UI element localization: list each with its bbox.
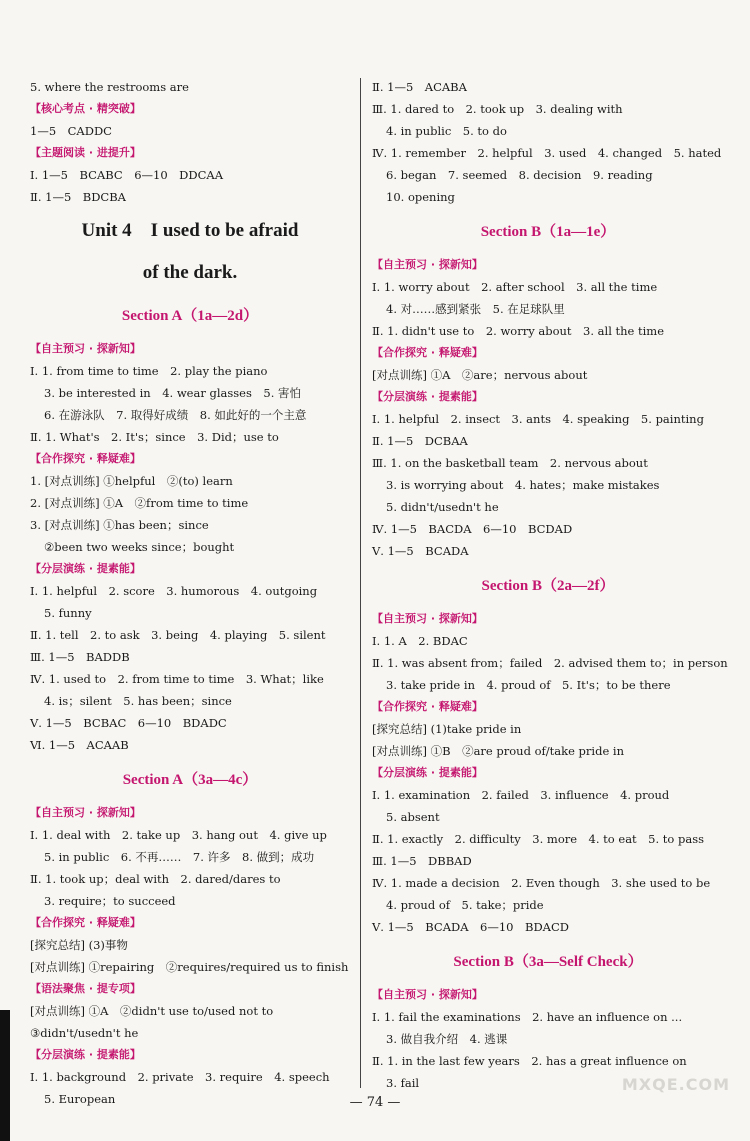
answer-line: 5. didn't/usedn't he: [386, 500, 499, 514]
answer-line: 3. require；to succeed: [44, 894, 176, 908]
section-heading: Section B（1a—1e）: [480, 224, 616, 240]
answer-line: Ⅱ. 1. took up；deal with 2. dared/dares to: [30, 872, 281, 886]
section-label: 【语法聚焦 · 提专项】: [30, 982, 141, 995]
answer-line: 4. 对……感到紧张 5. 在足球队里: [386, 302, 565, 316]
answer-line: 3. be interested in 4. wear glasses 5. 害怕: [44, 386, 302, 400]
answer-line: 5. in public 6. 不再…… 7. 许多 8. 做到；成功: [44, 850, 315, 864]
answer-line: 3. fail: [386, 1076, 420, 1090]
answer-line: Ⅲ. 1—5 BADDB: [30, 650, 130, 664]
unit-title: of the dark.: [142, 262, 238, 283]
section-label: 【合作探究 · 释疑难】: [372, 346, 483, 359]
answer-line: 5. funny: [44, 606, 92, 620]
answer-line: Ⅰ. 1. fail the examinations 2. have an influence on ...: [372, 1010, 683, 1024]
answer-line: ②been two weeks since；bought: [44, 540, 235, 554]
section-label: 【主题阅读 · 进提升】: [30, 146, 141, 159]
section-label: 【自主预习 · 探新知】: [372, 258, 483, 271]
section-label: 【分层演练 · 提素能】: [372, 390, 483, 403]
answer-line: Ⅰ. 1. from time to time 2. play the piano: [30, 364, 268, 378]
section-label: 【分层演练 · 提素能】: [30, 562, 141, 575]
section-label: 【自主预习 · 探新知】: [30, 342, 141, 355]
answer-line: Ⅲ. 1. dared to 2. took up 3. dealing with: [372, 102, 623, 116]
answer-line: Ⅰ. 1. A 2. BDAC: [372, 634, 468, 648]
answer-line: 5. European: [44, 1092, 116, 1106]
section-label: 【分层演练 · 提素能】: [30, 1048, 141, 1061]
answer-line: [对点训练] ①B ②are proud of/take pride in: [372, 744, 625, 758]
answer-line: Ⅴ. 1—5 BCADA: [372, 544, 469, 558]
answer-line: Ⅰ. 1. helpful 2. score 3. humorous 4. outgoing: [30, 584, 318, 598]
page-number: — 74 —: [349, 1095, 401, 1110]
answer-line: 1. [对点训练] ①helpful ②(to) learn: [30, 474, 233, 488]
answer-line: Ⅱ. 1—5 ACABA: [372, 80, 467, 94]
scan-edge: [0, 1010, 10, 1141]
answer-line: 5. absent: [386, 810, 440, 824]
answer-line: [对点训练] ①A ②are；nervous about: [372, 368, 588, 382]
answer-line: [对点训练] ①repairing ②requires/required us to finish: [30, 960, 349, 974]
answer-line: 3. [对点训练] ①has been；since: [30, 518, 209, 532]
answer-line: Ⅰ. 1. examination 2. failed 3. influence 4. proud: [372, 788, 670, 802]
answer-line: 2. [对点训练] ①A ②from time to time: [30, 496, 249, 510]
answer-line: Ⅱ. 1. didn't use to 2. worry about 3. all the time: [372, 324, 665, 338]
column-divider: [360, 78, 361, 1088]
answer-line: [探究总结] (1)take pride in: [372, 722, 522, 736]
answer-line: Ⅳ. 1. remember 2. helpful 3. used 4. changed 5. hated: [372, 146, 722, 160]
section-label: 【合作探究 · 释疑难】: [30, 452, 141, 465]
answer-line: Ⅱ. 1. in the last few years 2. has a great influence on: [372, 1054, 687, 1068]
answer-line: 3. take pride in 4. proud of 5. It's；to be there: [386, 678, 671, 692]
answer-line: [对点训练] ①A ②didn't use to/used not to: [30, 1004, 274, 1018]
answer-line: Ⅰ. 1. background 2. private 3. require 4. speech: [30, 1070, 330, 1084]
left-column: [30, 76, 350, 1110]
section-label: 【分层演练 · 提素能】: [372, 766, 483, 779]
answer-line: [探究总结] (3)事物: [30, 938, 128, 952]
answer-line: Ⅵ. 1—5 ACAAB: [30, 738, 129, 752]
section-heading: Section A（3a—4c）: [122, 772, 258, 788]
section-label: 【核心考点 · 精突破】: [30, 102, 141, 115]
section-heading: Section A（1a—2d）: [121, 308, 259, 324]
watermark: MXQE.COM: [621, 1075, 730, 1094]
section-label: 【合作探究 · 释疑难】: [372, 700, 483, 713]
answer-line: 4. in public 5. to do: [386, 124, 507, 138]
answer-line: 5. where the restrooms are: [30, 80, 189, 94]
answer-line: Ⅲ. 1—5 DBBAD: [372, 854, 472, 868]
answer-line: Ⅳ. 1. made a decision 2. Even though 3. she used to be: [372, 876, 711, 890]
section-label: 【自主预习 · 探新知】: [372, 612, 483, 625]
answer-line: 3. 做自我介绍 4. 逃课: [386, 1032, 508, 1046]
right-column: [372, 76, 728, 1094]
answer-line: Ⅳ. 1. used to 2. from time to time 3. What；like: [30, 672, 324, 686]
answer-line: Ⅱ. 1. What's 2. It's；since 3. Did；use to: [30, 430, 279, 444]
unit-title: Unit 4 I used to be afraid: [81, 220, 299, 241]
answer-line: Ⅰ. 1. worry about 2. after school 3. all the time: [372, 280, 658, 294]
answer-line: Ⅰ. 1—5 BCABC 6—10 DDCAA: [30, 168, 224, 182]
section-label: 【自主预习 · 探新知】: [372, 988, 483, 1001]
answer-line: 6. began 7. seemed 8. decision 9. reading: [386, 168, 653, 182]
answer-line: Ⅲ. 1. on the basketball team 2. nervous about: [372, 456, 648, 470]
answer-line: Ⅱ. 1. tell 2. to ask 3. being 4. playing 5. silent: [30, 628, 326, 642]
section-heading: Section B（3a—Self Check）: [453, 954, 643, 970]
answer-line: 1—5 CADDC: [30, 124, 112, 138]
answer-line: Ⅰ. 1. helpful 2. insect 3. ants 4. speaking 5. painting: [372, 412, 704, 426]
answer-line: 4. is；silent 5. has been；since: [44, 694, 232, 708]
answer-line: Ⅳ. 1—5 BACDA 6—10 BCDAD: [372, 522, 573, 536]
answer-line: 10. opening: [386, 190, 455, 204]
answer-line: Ⅱ. 1. exactly 2. difficulty 3. more 4. to eat 5. to pass: [372, 832, 705, 846]
answer-line: 6. 在游泳队 7. 取得好成绩 8. 如此好的一个主意: [44, 408, 307, 422]
section-heading: Section B（2a—2f）: [481, 578, 615, 594]
section-label: 【自主预习 · 探新知】: [30, 806, 141, 819]
answer-line: Ⅱ. 1—5 DCBAA: [372, 434, 468, 448]
answer-line: Ⅴ. 1—5 BCBAC 6—10 BDADC: [30, 716, 227, 730]
answer-line: Ⅱ. 1. was absent from；failed 2. advised them to；in person: [372, 656, 728, 670]
section-label: 【合作探究 · 释疑难】: [30, 916, 141, 929]
answer-line: ③didn't/usedn't he: [30, 1026, 139, 1040]
answer-line: Ⅰ. 1. deal with 2. take up 3. hang out 4. give up: [30, 828, 327, 842]
answer-line: Ⅱ. 1—5 BDCBA: [30, 190, 126, 204]
answer-line: 4. proud of 5. take；pride: [386, 898, 544, 912]
answer-line: 3. is worrying about 4. hates；make mistakes: [386, 478, 660, 492]
answer-line: Ⅴ. 1—5 BCADA 6—10 BDACD: [372, 920, 569, 934]
